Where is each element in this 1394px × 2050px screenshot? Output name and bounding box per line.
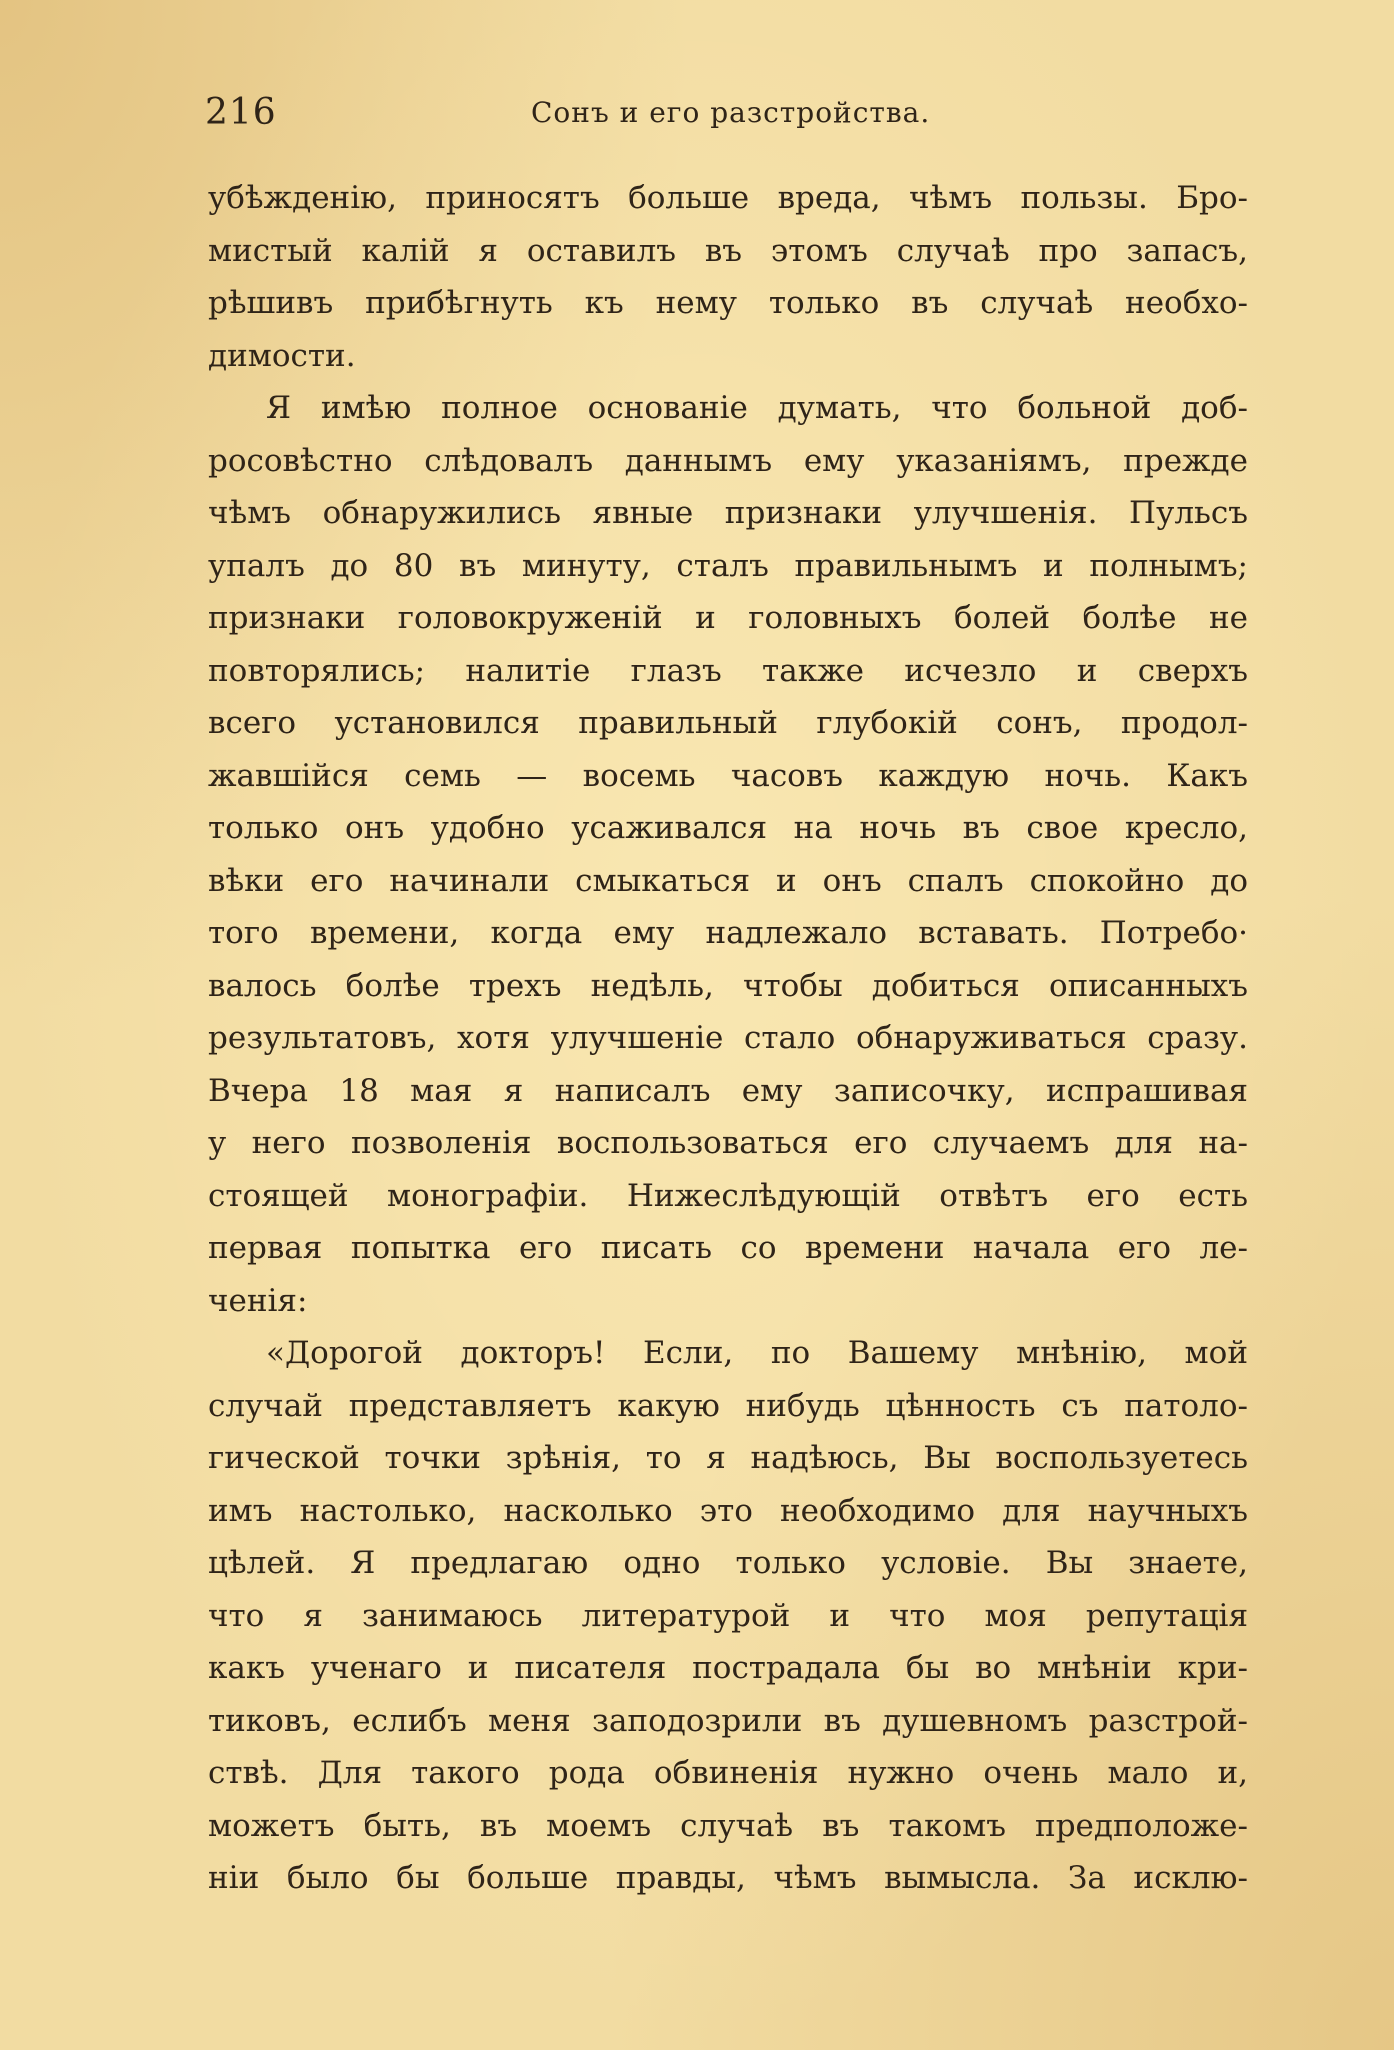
text-line: вѣки его начинали смыкаться и онъ спалъ спокойно до: [208, 862, 1248, 899]
text-line: можетъ быть, въ моемъ случаѣ въ такомъ предположе-: [208, 1807, 1248, 1844]
paragraph: [208, 172, 1248, 382]
text-line: результатовъ, хотя улучшеніе стало обнаруживаться сразу.: [208, 1020, 1248, 1056]
text-line: у него позволенія воспользоваться его случаемъ для на-: [208, 1125, 1248, 1161]
paragraph: [208, 1327, 1248, 1905]
text-line: какъ ученаго и писателя пострадала бы во мнѣніи кри-: [208, 1650, 1248, 1686]
text-line: цѣлей. Я предлагаю одно только условіе. Вы знаете,: [208, 1545, 1248, 1581]
text-line: случай представляетъ какую нибудь цѣнность съ патоло-: [208, 1387, 1248, 1424]
text-line: имъ настолько, насколько это необходимо для научныхъ: [208, 1492, 1248, 1529]
body-text: [208, 172, 1248, 1905]
paragraph: [208, 382, 1248, 1327]
text-line: ченія:: [208, 1282, 308, 1319]
text-line: только онъ удобно усаживался на ночь въ свое кресло,: [208, 810, 1248, 846]
text-line: что я занимаюсь литературой и что моя репутація: [208, 1597, 1248, 1634]
page-number: 216: [205, 92, 277, 133]
text-line: «Дорогой докторъ! Если, по Вашему мнѣнію, мой: [266, 1335, 1248, 1371]
text-line: росовѣстно слѣдовалъ даннымъ ему указаніямъ, прежде: [208, 442, 1248, 479]
text-line: гической точки зрѣнія, то я надѣюсь, Вы воспользуетесь: [208, 1440, 1248, 1476]
text-line: признаки головокруженій и головныхъ болей болѣе не: [208, 600, 1248, 636]
text-line: Вчера 18 мая я написалъ ему записочку, испрашивая: [208, 1072, 1248, 1109]
text-line: жавшійся семь — восемь часовъ каждую ночь. Какъ: [208, 757, 1248, 794]
text-line: мистый калій я оставилъ въ этомъ случаѣ про запасъ,: [208, 232, 1248, 269]
text-line: чѣмъ обнаружились явные признаки улучшенія. Пульсъ: [208, 495, 1248, 531]
text-line: рѣшивъ прибѣгнуть къ нему только въ случаѣ необхо-: [208, 285, 1248, 321]
text-line: тиковъ, еслибъ меня заподозрили въ душевномъ разстрой-: [208, 1702, 1248, 1739]
text-line: повторялись; налитіе глазъ также исчезло и сверхъ: [208, 652, 1248, 689]
text-line: валось болѣе трехъ недѣль, чтобы добиться описанныхъ: [208, 967, 1248, 1004]
text-line: димости.: [208, 337, 356, 374]
text-line: убѣжденію, приносятъ больше вреда, чѣмъ пользы. Бро-: [208, 180, 1248, 216]
running-title: Сонъ и его разстройства.: [531, 96, 931, 129]
text-line: всего установился правильный глубокій сонъ, продол-: [208, 705, 1248, 741]
page-header: [205, 92, 1245, 142]
text-line: стоящей монографіи. Нижеслѣдующій отвѣтъ его есть: [208, 1177, 1248, 1214]
text-line: Я имѣю полное основаніе думать, что больной доб-: [266, 390, 1248, 426]
text-line: того времени, когда ему надлежало вставать. Потребо·: [208, 915, 1248, 951]
text-line: упалъ до 80 въ минуту, сталъ правильнымъ и полнымъ;: [208, 547, 1248, 584]
text-line: ствѣ. Для такого рода обвиненія нужно очень мало и,: [208, 1755, 1248, 1791]
text-line: первая попытка его писать со времени начала его ле-: [208, 1230, 1248, 1266]
text-line: ніи было бы больше правды, чѣмъ вымысла. За исклю-: [208, 1860, 1248, 1896]
